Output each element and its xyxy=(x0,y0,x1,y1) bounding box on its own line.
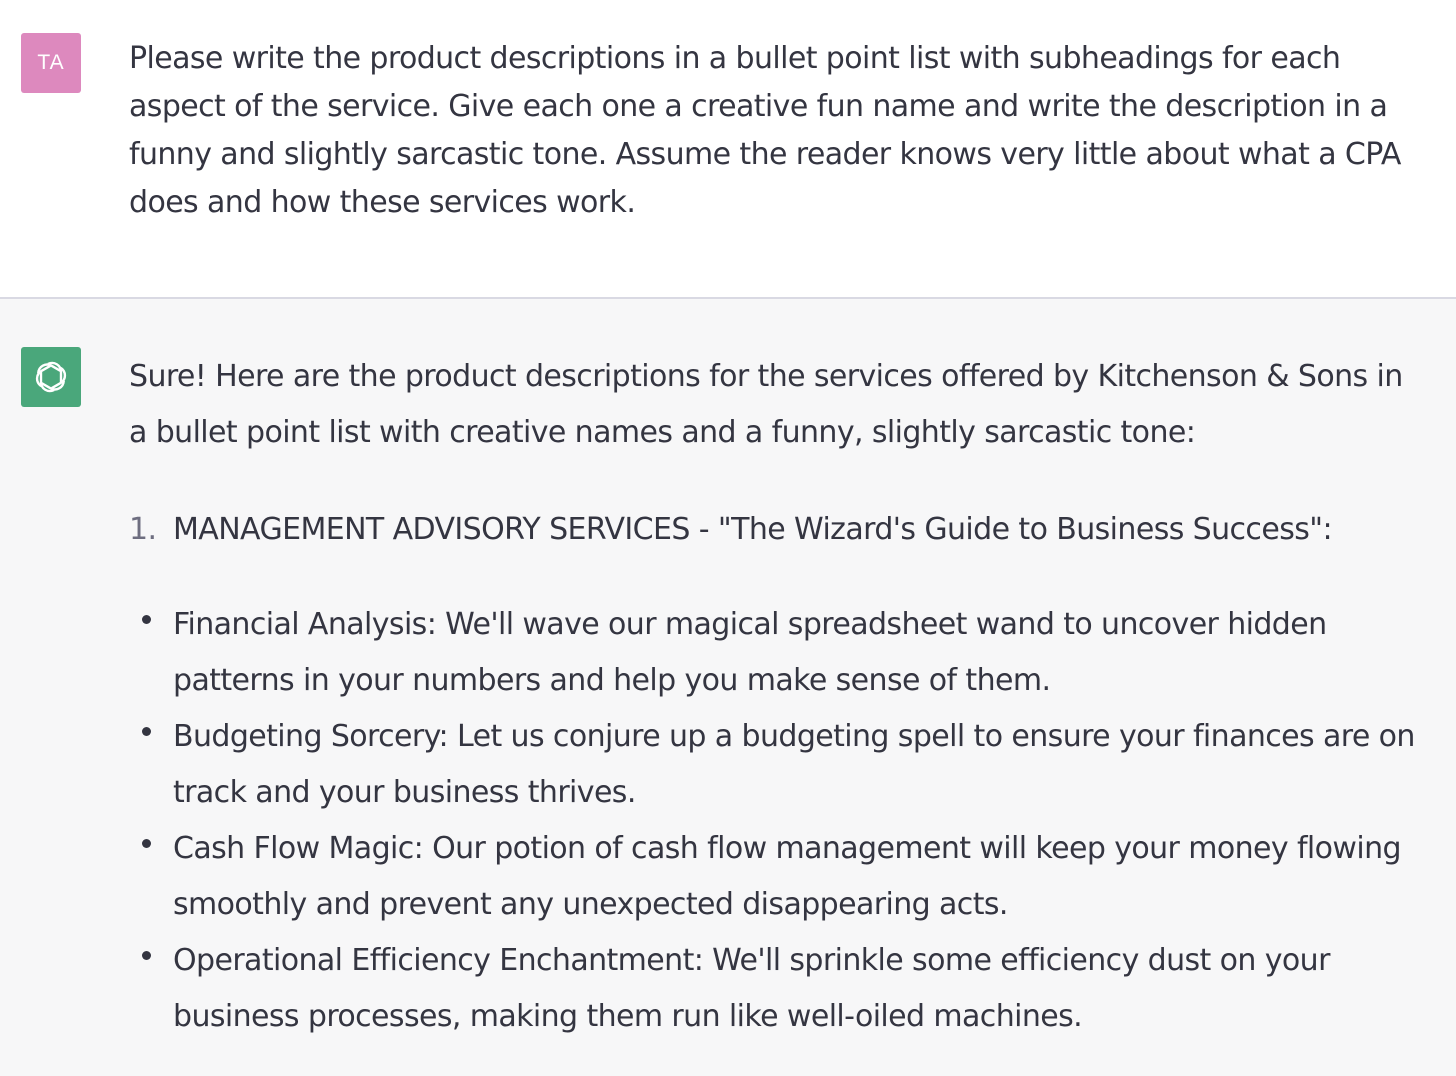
bullet-icon xyxy=(142,727,151,736)
list-item xyxy=(129,597,1439,709)
user-message-text: Please write the product descriptions in a bullet point list with subheadings for each aspect of the service. Give each one a creative fun name and write the description in a funny and slightly sarcastic tone. Assume the reader knows very little about what a CPA does and how these services work. xyxy=(129,41,1401,220)
bullet-icon xyxy=(142,615,151,624)
list-item xyxy=(129,821,1439,933)
section-number: 1. xyxy=(129,512,157,547)
list-item-text: Financial Analysis: We'll wave our magical spreadsheet wand to uncover hidden patterns in your numbers and help you make sense of them. xyxy=(173,607,1327,698)
assistant-intro-text: Sure! Here are the product descriptions for the services offered by Kitchenson & Sons in a bullet point list with creative names and a funny, slightly sarcastic tone: xyxy=(129,359,1403,450)
bullet-icon xyxy=(142,839,151,848)
list-item xyxy=(129,709,1439,821)
list-item-text: Operational Efficiency Enchantment: We'll sprinkle some efficiency dust on your business processes, making them run like well-oiled machines. xyxy=(173,943,1330,1034)
list-item xyxy=(129,933,1439,1045)
user-avatar: TA xyxy=(21,33,81,93)
openai-logo-icon xyxy=(21,347,81,407)
list-item-text: Budgeting Sorcery: Let us conjure up a budgeting spell to ensure your finances are on track and your business thrives. xyxy=(173,719,1415,810)
bullet-list xyxy=(129,597,1439,1045)
assistant-message xyxy=(0,299,1456,1076)
bullet-icon xyxy=(142,951,151,960)
list-item-text: Cash Flow Magic: Our potion of cash flow management will keep your money flowing smoothly and prevent any unexpected disappearing acts. xyxy=(173,831,1401,922)
user-message xyxy=(0,0,1456,299)
section-heading-text: MANAGEMENT ADVISORY SERVICES - "The Wizard's Guide to Business Success": xyxy=(173,512,1332,547)
